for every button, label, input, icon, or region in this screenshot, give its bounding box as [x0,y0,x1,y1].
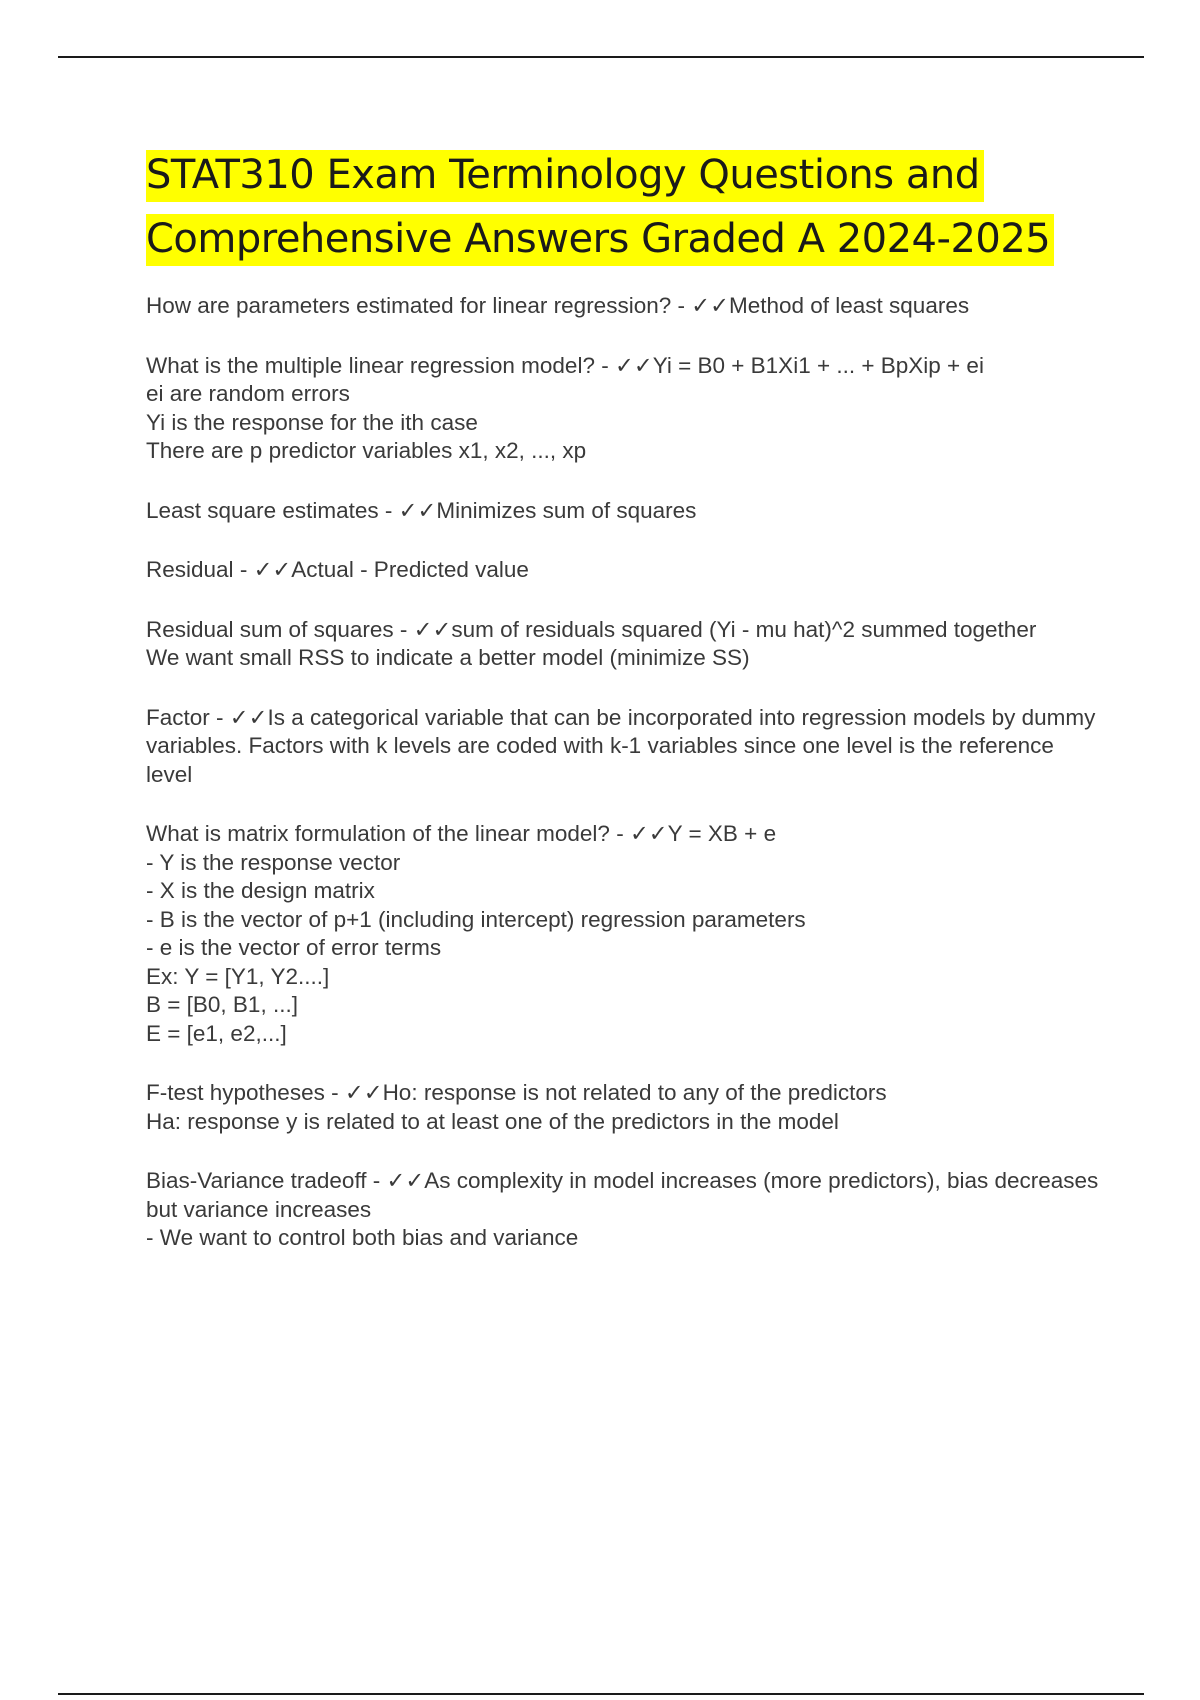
answer-notes [146,644,1106,673]
qa-line [146,616,1106,645]
qa-list [146,292,1106,1284]
answer-notes [146,380,1106,466]
qa-item [146,497,1106,526]
check-mark: ✓✓ [398,497,437,523]
separator: - [393,616,414,642]
qa-line [146,292,1106,321]
answer-notes [146,1224,1106,1253]
title-line-1: STAT310 Exam Terminology Questions and [146,150,984,202]
question-text: Least square estimates [146,497,379,523]
example-line: B = [B0, B1, ...] [146,992,298,1017]
note-line: - Y is the response vector [146,849,401,875]
answer-text: Is a categorical variable that can be incorporated into regression models by dummy variables. Factors with k levels are coded with k-1 variables since one level is the reference level [146,704,1096,787]
question-text: Bias-Variance tradeoff [146,1168,367,1193]
check-mark: ✓✓ [229,704,268,730]
note-line: There are p predictor variables x1, x2, ..., xp [146,438,587,463]
question-text: What is the multiple linear regression model? [146,352,595,378]
bottom-rule [58,1693,1144,1695]
qa-line [146,497,1106,526]
check-mark: ✓✓ [253,557,292,582]
check-mark: ✓✓ [614,352,653,378]
answer-text: Minimizes sum of squares [436,497,697,523]
check-mark: ✓✓ [629,821,668,846]
title-line-2: Comprehensive Answers Graded A 2024-2025 [146,214,1054,266]
qa-line [146,556,1106,585]
answer-text: Yi = B0 + B1Xi1 + ... + BpXip + ei [652,352,984,378]
qa-line [146,704,1106,790]
separator: - [366,1168,387,1193]
answer-text: Actual - Predicted value [291,557,529,582]
separator: - [594,352,615,378]
qa-item [146,556,1106,585]
document-title [146,143,1054,271]
answer-text: Ho: response is not related to any of the predictors [382,1080,887,1105]
example-line: Ex: Y = [Y1, Y2....] [146,963,330,989]
separator: - [671,293,692,318]
check-mark: ✓✓ [691,293,729,318]
qa-line [146,1167,1106,1224]
qa-item [146,1079,1106,1136]
note-line: - We want to control both bias and variance [146,1225,579,1250]
qa-item [146,704,1106,790]
qa-item [146,1167,1106,1253]
check-mark: ✓✓ [344,1080,383,1105]
note-line: - B is the vector of p+1 (including intercept) regression parameters [146,906,806,932]
note-line: Yi is the response for the ith case [146,409,478,435]
separator: - [209,704,230,730]
note-line: - e is the vector of error terms [146,935,442,960]
separator: - [324,1080,345,1105]
question-text: How are parameters estimated for linear regression? [146,293,672,318]
separator: - [378,497,399,523]
note-line: Ha: response y is related to at least one of the predictors in the model [146,1108,839,1134]
separator: - [609,821,630,846]
example-line: E = [e1, e2,...] [146,1020,287,1046]
check-mark: ✓✓ [386,1168,425,1193]
note-line: ei are random errors [146,381,350,406]
answer-text: sum of residuals squared (Yi - mu hat)^2 summed together [451,616,1037,642]
top-rule [58,56,1144,58]
note-line: We want small RSS to indicate a better model (minimize SS) [146,645,750,670]
question-text: Residual [146,557,234,582]
question-text: Residual sum of squares [146,616,394,642]
answer-notes [146,1108,1106,1137]
qa-line [146,1079,1106,1108]
answer-example [146,963,1106,1049]
answer-text: Y = XB + e [667,821,777,846]
question-text: What is matrix formulation of the linear model? [146,821,610,846]
qa-item [146,820,1106,1048]
question-text: F-test hypotheses [146,1080,325,1105]
qa-item [146,616,1106,673]
qa-line [146,820,1106,849]
qa-line [146,352,1106,381]
separator: - [233,557,254,582]
answer-text: As complexity in model increases (more predictors), bias decreases but variance increases [146,1168,1099,1222]
note-line: - X is the design matrix [146,878,375,903]
question-text: Factor [146,704,210,730]
qa-item [146,292,1106,321]
answer-notes [146,849,1106,963]
qa-item [146,352,1106,466]
check-mark: ✓✓ [413,616,452,642]
answer-text: Method of least squares [728,293,970,318]
